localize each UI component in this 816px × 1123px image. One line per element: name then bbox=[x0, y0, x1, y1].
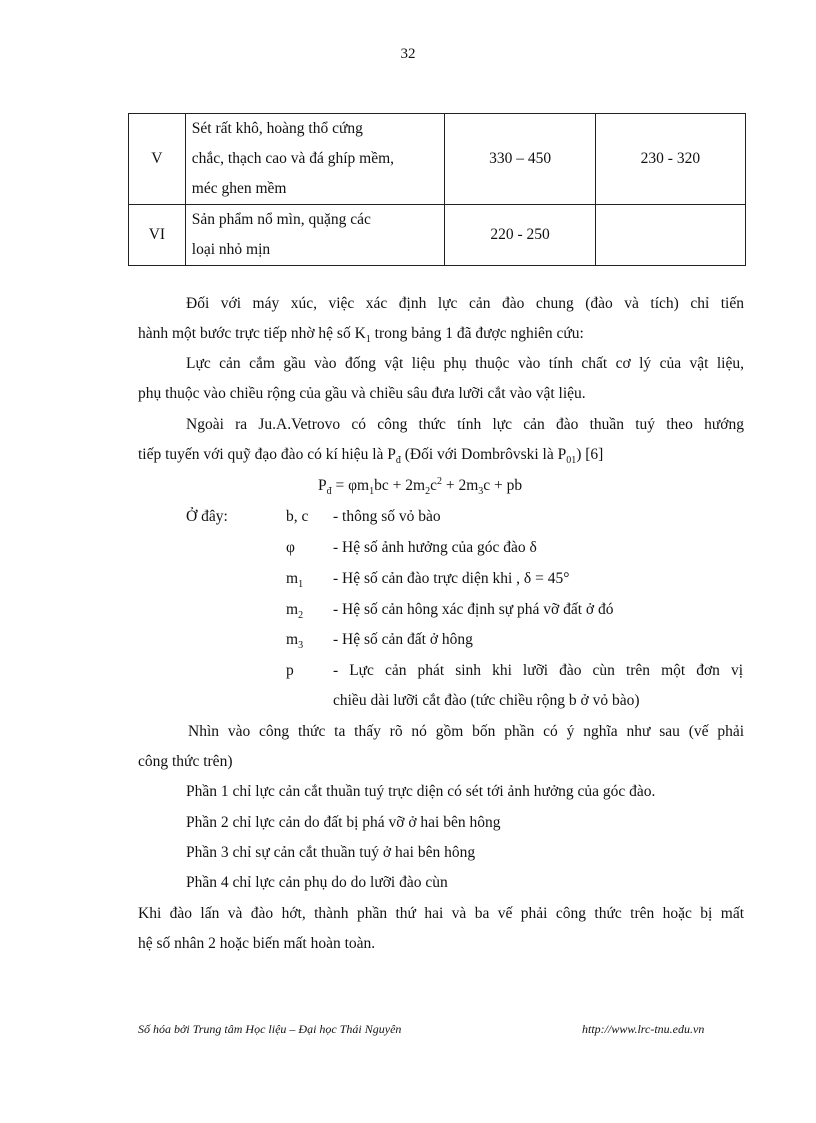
part-item: Phần 4 chỉ lực cản phụ do do lưỡi đào cùn bbox=[186, 874, 448, 891]
table-cell-value: 330 – 450 bbox=[445, 114, 595, 205]
desc-line: méc ghen mềm bbox=[191, 180, 287, 197]
table-row bbox=[129, 114, 746, 205]
paragraph-line: hành một bước trực tiếp nhờ hệ số $K_1$ trong bảng 1 đã được nghiên cứu: bbox=[138, 325, 584, 346]
table-row bbox=[129, 205, 746, 266]
table-cell-description bbox=[185, 205, 445, 266]
paragraph-line: Khi đào lấn và đào hớt, thành phần thứ hai và ba vế phải công thức trên hoặc bị mất bbox=[138, 905, 744, 922]
symbol-description-continued: chiều dài lưỡi cắt đào (tức chiều rộng b ở vỏ bào) bbox=[333, 692, 640, 709]
symbol-description: - Hệ số cản đào trực diện khi , δ = 45° bbox=[333, 570, 570, 587]
symbol-description: - Lực cản phát sinh khi lưỡi đào cùn trên một đơn vị bbox=[333, 662, 743, 679]
symbol: $m_3$ bbox=[286, 631, 304, 652]
table-cell-category: VI bbox=[129, 205, 186, 266]
desc-line: Sản phẩm nổ mìn, quặng các bbox=[191, 211, 371, 228]
footer-source: Số hóa bởi Trung tâm Học liệu – Đại học Thái Nguyên bbox=[138, 1022, 402, 1036]
table-cell-value: 220 - 250 bbox=[445, 205, 595, 266]
part-item: Phần 1 chỉ lực cản cắt thuần tuý trực diện có sét tới ảnh hưởng của góc đào. bbox=[186, 783, 656, 800]
footer-link[interactable]: http://www.lrc-tnu.edu.vn bbox=[582, 1022, 705, 1036]
paragraph-line: Ngoài ra Ju.A.Vetrovo có công thức tính lực cản đào thuần tuý theo hướng bbox=[186, 416, 744, 433]
table-cell-value bbox=[595, 205, 745, 266]
symbol-description: - Hệ số cản hông xác định sự phá vỡ đất ở đó bbox=[333, 601, 614, 618]
table-cell-value: 230 - 320 bbox=[595, 114, 745, 205]
where-label: Ở đây: bbox=[186, 508, 228, 525]
paragraph-line: hệ số nhân 2 hoặc biến mất hoàn toàn. bbox=[138, 935, 376, 952]
paragraph-line: tiếp tuyến với quỹ đạo đào có kí hiệu là $P_đ$ (Đối với Dombrôvski là $P_{01}$) [6] bbox=[138, 446, 604, 467]
page-number: 32 bbox=[400, 46, 416, 62]
formula: $P_đ = \varphi m_1bc + 2m_2c^2 + 2m_3c$ + pb bbox=[318, 475, 523, 498]
symbol: $m_2$ bbox=[286, 601, 304, 622]
desc-line: chắc, thạch cao và đá ghíp mềm, bbox=[191, 150, 395, 167]
desc-line: Sét rất khô, hoàng thổ cứng bbox=[191, 120, 363, 137]
symbol: $m_1$ bbox=[286, 570, 304, 591]
soil-table bbox=[128, 113, 746, 266]
paragraph-line: phụ thuộc vào chiều rộng của gầu và chiều sâu đưa lưỡi cắt vào vật liệu. bbox=[138, 385, 586, 402]
desc-line: loại nhỏ mịn bbox=[191, 241, 271, 258]
symbol: φ bbox=[286, 539, 295, 556]
part-item: Phần 2 chỉ lực cản do đất bị phá vỡ ở hai bên hông bbox=[186, 814, 501, 831]
symbol-description: - Hệ số cản đất ở hông bbox=[333, 631, 473, 648]
paragraph-line: công thức trên) bbox=[138, 753, 233, 770]
paragraph-line: Lực cản cắm gầu vào đống vật liệu phụ thuộc vào tính chất cơ lý của vật liệu, bbox=[186, 355, 744, 372]
symbol-description: - Hệ số ảnh hưởng của góc đào δ bbox=[333, 539, 537, 556]
symbol: p bbox=[286, 662, 294, 679]
part-item: Phần 3 chỉ sự cản cắt thuần tuý ở hai bên hông bbox=[186, 844, 476, 861]
paragraph-line: Đối với máy xúc, việc xác định lực cản đào chung (đào và tích) chỉ tiến bbox=[186, 295, 744, 312]
paragraph-line: Nhìn vào công thức ta thấy rõ nó gồm bốn phần có ý nghĩa như sau (vế phải bbox=[188, 723, 744, 740]
table-cell-description bbox=[185, 114, 445, 205]
symbol-description: - thông số vỏ bào bbox=[333, 508, 441, 525]
symbol: b, c bbox=[286, 508, 309, 525]
table-cell-category: V bbox=[129, 114, 186, 205]
